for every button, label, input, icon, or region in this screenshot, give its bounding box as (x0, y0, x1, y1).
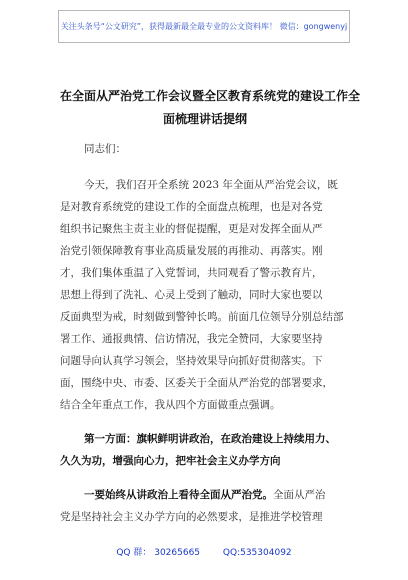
paragraph-line: 署工作、通报典情、信访情况，我完全赞同，大家要坚持 (60, 333, 323, 345)
document-title-line-1: 在全面从严治党工作会议暨全区教育系统党的建设工作全 (60, 89, 361, 103)
document-title-line-2: 面梳理讲话提纲 (162, 112, 247, 126)
subsection-text: 全面从严治 (273, 489, 326, 501)
section-heading-line-1: 第一方面：旗帜鲜明讲政治，在政治建设上持续用力、 (84, 433, 336, 445)
footer-qq-group: QQ 群： 30265665 (116, 548, 201, 558)
paragraph-line: 问题导向认真学习领会，坚持效果导向抓好贯彻落实。下 (60, 355, 323, 367)
footer-qq: QQ:535304092 (222, 548, 292, 558)
paragraph-line: 今天，我们召开全系统 2023 年全面从严治党会议，既 (84, 179, 338, 191)
salutation: 同志们： (84, 143, 126, 155)
promo-banner: 关注头条号“公文研究”，获得最新最全最专业的公文资料库！ 微信：gongwenyj (58, 10, 350, 43)
footer-contact (0, 545, 408, 558)
paragraph-line: 组织书记聚焦主责主业的督促提醒，更是对发挥全面从严 (60, 223, 323, 235)
paragraph-line: 思想上得到了洗礼、心灵上受到了触动，同时大家也要以 (60, 289, 323, 301)
subsection-line-1 (84, 488, 394, 502)
paragraph-line: 治党引领保障教育事业高质量发展的再推动、再落实。刚 (60, 245, 323, 257)
subsection-line-2: 党是坚持社会主义办学方向的必然要求，是推进学校管理 (60, 511, 323, 523)
subsection-heading: 一要始终从讲政治上看待全面从严治党。 (84, 489, 273, 501)
section-heading-line-2: 久久为功，增强向心力，把牢社会主义办学方向 (60, 455, 281, 467)
paragraph-line: 反面典型为戒，时刻做到警钟长鸣。前面几位领导分别总结部 (60, 311, 344, 323)
paragraph-line: 才，我们集体重温了入党誓词，共同观看了警示教育片， (60, 267, 323, 279)
paragraph-line: 面，围绕中央、市委、区委关于全面从严治党的部署要求， (60, 377, 333, 389)
paragraph-line: 是对教育系统党的建设工作的全面盘点梳理，也是对各党 (60, 201, 323, 213)
paragraph-line: 结合全年重点工作，我从四个方面做重点强调。 (60, 399, 281, 411)
